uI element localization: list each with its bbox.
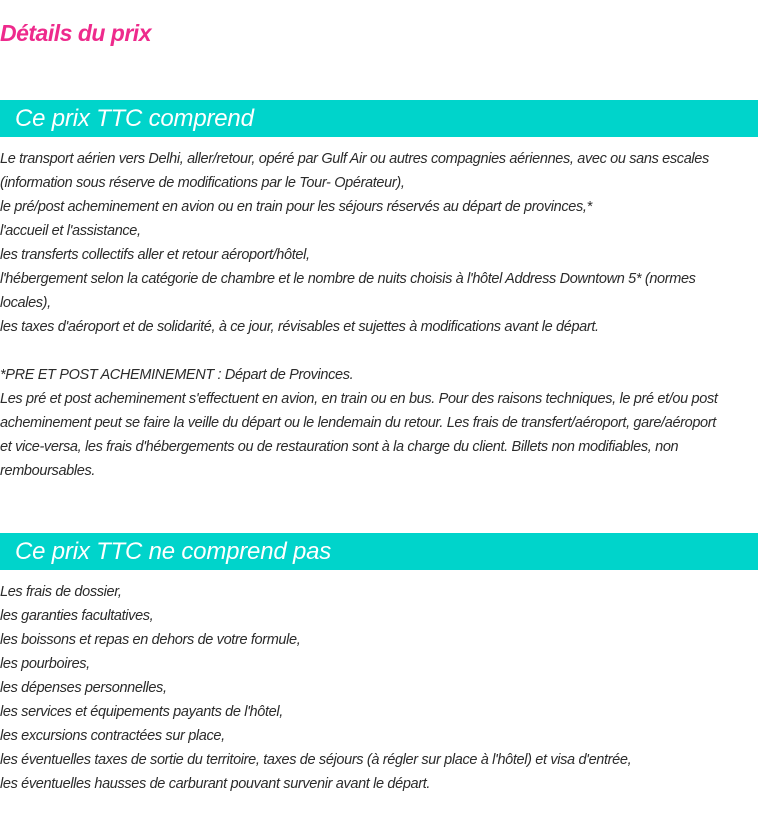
list-item: Les frais de dossier,	[0, 584, 122, 600]
list-item: les éventuelles taxes de sortie du territoire, taxes de séjours (à régler sur place à l'hôtel) et visa d'entrée,	[0, 752, 632, 768]
list-item: les services et équipements payants de l'hôtel,	[0, 704, 283, 720]
list-item: les dépenses personnelles,	[0, 680, 167, 696]
list-item: les excursions contractées sur place,	[0, 728, 225, 744]
note-heading: *PRE ET POST ACHEMINEMENT : Départ de Provinces.	[0, 367, 354, 383]
list-item: les pourboires,	[0, 656, 90, 672]
list-item: l'accueil et l'assistance,	[0, 223, 141, 239]
page-title: Détails du prix	[0, 20, 151, 46]
list-item: le pré/post acheminement en avion ou en train pour les séjours réservés au départ de provinces,*	[0, 199, 592, 215]
excludes-heading: Ce prix TTC ne comprend pas	[0, 533, 758, 570]
note-body: Les pré et post acheminement s'effectuent en avion, en train ou en bus. Pour des raisons techniques, le pré et/ou post acheminement peut se faire la veille du départ ou le lendemain du retour. Les frais de transfert/aéroport, gare/aéroport et vice-versa, les frais d'hébergements ou de restauration sont à la charge du client. Billets non modifiables, non remboursables.	[0, 391, 718, 479]
list-item: Le transport aérien vers Delhi, aller/retour, opéré par Gulf Air ou autres compagnies aériennes, avec ou sans escales (information sous réserve de modifications par le Tour- Opérateur),	[0, 151, 709, 191]
list-item: les garanties facultatives,	[0, 608, 154, 624]
includes-list	[0, 147, 758, 339]
list-item: l'hébergement selon la catégorie de chambre et le nombre de nuits choisis à l'hôtel Address Downtown 5* (normes locales),	[0, 271, 696, 311]
list-item: les transferts collectifs aller et retour aéroport/hôtel,	[0, 247, 310, 263]
transfer-note	[0, 363, 758, 483]
includes-heading: Ce prix TTC comprend	[0, 100, 758, 137]
excludes-list	[0, 580, 758, 796]
list-item: les taxes d'aéroport et de solidarité, à ce jour, révisables et sujettes à modifications avant le départ.	[0, 319, 599, 335]
list-item: les éventuelles hausses de carburant pouvant survenir avant le départ.	[0, 776, 431, 792]
list-item: les boissons et repas en dehors de votre formule,	[0, 632, 301, 648]
